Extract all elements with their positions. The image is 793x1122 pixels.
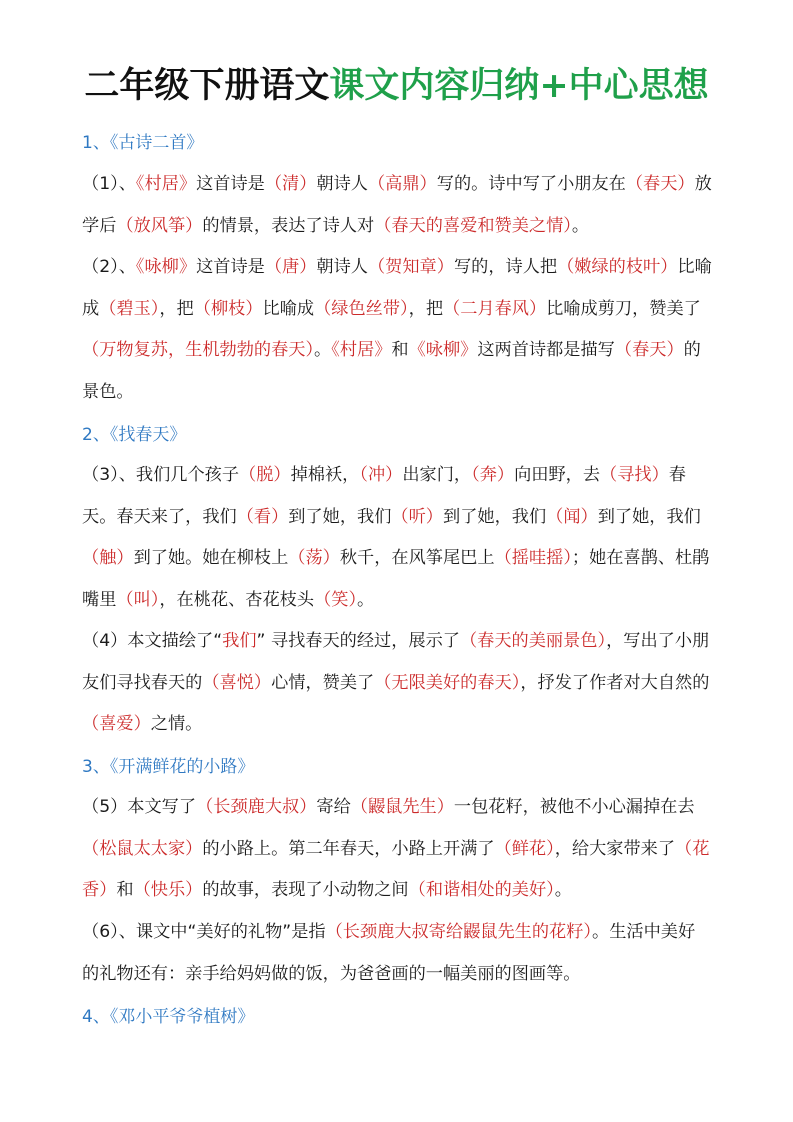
- answer-text: （鲜花）: [494, 838, 555, 859]
- body-text: 这两首诗都是描写: [477, 340, 615, 360]
- body-text: 掉棉袄，: [290, 465, 360, 485]
- paragraph-4: [82, 621, 712, 746]
- paragraph-6: [82, 912, 712, 995]
- answer-text: 《咏柳》: [408, 340, 478, 360]
- answer-text: （叫）: [116, 589, 160, 610]
- paragraph-3: [82, 455, 712, 621]
- body-text: 。: [357, 589, 375, 610]
- answer-text: （清）: [264, 174, 317, 194]
- body-text: 的景色。: [82, 340, 701, 402]
- body-text: 朝诗人: [316, 257, 368, 277]
- answer-text: 《村居》: [135, 174, 197, 194]
- body-text: 。生活中美好的礼物还有：亲手给妈妈做的饭，为爸爸画的一幅美丽的图画等。: [82, 922, 696, 984]
- answer-text: （柳枝）: [193, 298, 263, 319]
- body-text: 。: [314, 340, 332, 360]
- body-text: 的故事，表现了小动物之间: [202, 880, 409, 900]
- answer-text: （快乐）: [133, 880, 203, 900]
- body-text: 。: [571, 215, 590, 236]
- body-text: 一包花籽，被他不小心漏掉在去: [453, 797, 695, 817]
- answer-text: （万物复苏，生机勃勃的春天）: [82, 340, 315, 360]
- page-title: [0, 64, 793, 108]
- answer-text: （绿色丝带）: [314, 298, 409, 319]
- answer-text: （春天的喜爱和赞美之情）: [374, 215, 572, 236]
- answer-text: （二月春风）: [443, 298, 547, 319]
- answer-text: （春天的美丽景色）: [459, 631, 607, 651]
- title-green-part: 课文内容归纳+中心思想: [329, 66, 709, 106]
- body-text: 这首诗是: [196, 257, 265, 277]
- body-text: ，把: [159, 298, 194, 319]
- body-text: ，抒发了作者对大自然的: [520, 672, 710, 693]
- section-heading-1: 1、《古诗二首》: [82, 133, 204, 153]
- body-text: 寄给: [316, 797, 351, 817]
- body-text: 比喻成: [262, 298, 315, 319]
- answer-text: 《咏柳》: [135, 257, 197, 277]
- body-text: 放学后: [82, 174, 712, 236]
- answer-text: （脱）: [239, 465, 291, 485]
- answer-text: （嫩绿的枝叶）: [557, 257, 678, 277]
- answer-text: （笑）: [314, 589, 358, 610]
- body-text: （3）、我们几个孩子: [82, 465, 240, 485]
- body-text: 到了她，我们: [443, 506, 547, 527]
- paragraph-1: [82, 164, 712, 247]
- answer-text: （和谐相处的美好）: [408, 880, 555, 900]
- body-text: 到了她，我们: [597, 506, 701, 527]
- answer-text: （长颈鹿大叔寄给鼹鼠先生的花籽）: [325, 922, 592, 942]
- body-text: 春天。春天来了，我们: [82, 465, 686, 527]
- body-text: 心情，赞美了: [271, 672, 375, 693]
- body-text: 写的。诗中写了小朋友在: [436, 174, 626, 194]
- body-text: ，在桃花、杏花枝头: [159, 589, 315, 610]
- answer-text: （摇哇摇）: [494, 548, 572, 568]
- body-text: 这首诗是: [196, 174, 265, 194]
- answer-text: （春天）: [614, 340, 684, 360]
- answer-text: （喜爱）: [82, 714, 151, 734]
- body-text: （1）、: [82, 174, 136, 194]
- body-text: 比喻成剪刀，赞美了: [546, 298, 701, 319]
- answer-text: （无限美好的春天）: [374, 672, 521, 693]
- body-text: 到了她，我们: [288, 506, 392, 527]
- body-text: 的小路上。第二年春天，小路上开满了: [202, 838, 495, 859]
- body-text: （6）、课文中“美好的礼物”是指: [82, 922, 326, 942]
- answer-text: （花香）: [82, 838, 710, 900]
- body-text: 出家门，: [402, 465, 472, 485]
- answer-text: （闻）: [546, 506, 598, 527]
- section-heading-2: 2、《找春天》: [82, 425, 187, 445]
- answer-text: （碧玉）: [99, 298, 160, 319]
- title-black-part: 二年级下册语文: [84, 66, 330, 106]
- answer-text: （荡）: [288, 548, 340, 568]
- answer-text: （放风筝）: [116, 215, 203, 236]
- answer-text: （松鼠太太家）: [82, 838, 203, 859]
- answer-text: 我们: [222, 631, 257, 651]
- answer-text: （喜悦）: [202, 672, 272, 693]
- body-text: 。: [554, 880, 572, 900]
- answer-text: （高鼎）: [367, 174, 437, 194]
- body-text: （4）本文描绘了“: [82, 631, 223, 651]
- answer-text: （唐）: [264, 257, 317, 277]
- section-heading-4: 4、《邓小平爷爷植树》: [82, 1007, 255, 1027]
- body-text: 向田野，去: [514, 465, 601, 485]
- answer-text: （贺知章）: [367, 257, 454, 277]
- body-text: 秋千，在风筝尾巴上: [339, 548, 495, 568]
- paragraph-5: [82, 787, 712, 912]
- answer-text: （寻找）: [600, 465, 669, 485]
- body-text: ，把: [408, 298, 444, 319]
- body-text: （2）、: [82, 257, 136, 277]
- answer-text: （春天）: [625, 174, 695, 194]
- body-text: 和: [391, 340, 409, 360]
- body-text: 朝诗人: [316, 174, 368, 194]
- answer-text: （奔）: [471, 465, 515, 485]
- body-text: 到了她。她在柳枝上: [133, 548, 289, 568]
- body-text: ，写出了小朋友们寻找春天的: [82, 631, 710, 693]
- body-text: （5）本文写了: [82, 797, 197, 817]
- body-text: 的情景，表达了诗人对: [202, 215, 375, 236]
- body-text: ” 寻找春天的经过，展示了: [256, 631, 460, 651]
- body-text: 写的，诗人把: [453, 257, 558, 277]
- body-text: 之情。: [150, 714, 203, 734]
- answer-text: （冲）: [359, 465, 403, 485]
- body-text: 和: [116, 880, 134, 900]
- body-text: ；她在喜鹊、杜鹃嘴里: [82, 548, 710, 610]
- answer-text: （看）: [236, 506, 289, 527]
- body-text: ，给大家带来了: [554, 838, 676, 859]
- answer-text: （长颈鹿大叔）: [196, 797, 317, 817]
- paragraph-2: [82, 247, 712, 413]
- body-text: 比喻成: [82, 257, 712, 319]
- answer-text: （听）: [391, 506, 443, 527]
- answer-text: 《村居》: [331, 340, 392, 360]
- section-heading-3: 3、《开满鲜花的小路》: [82, 757, 255, 777]
- answer-text: （触）: [82, 548, 134, 568]
- answer-text: （鼹鼠先生）: [350, 797, 454, 817]
